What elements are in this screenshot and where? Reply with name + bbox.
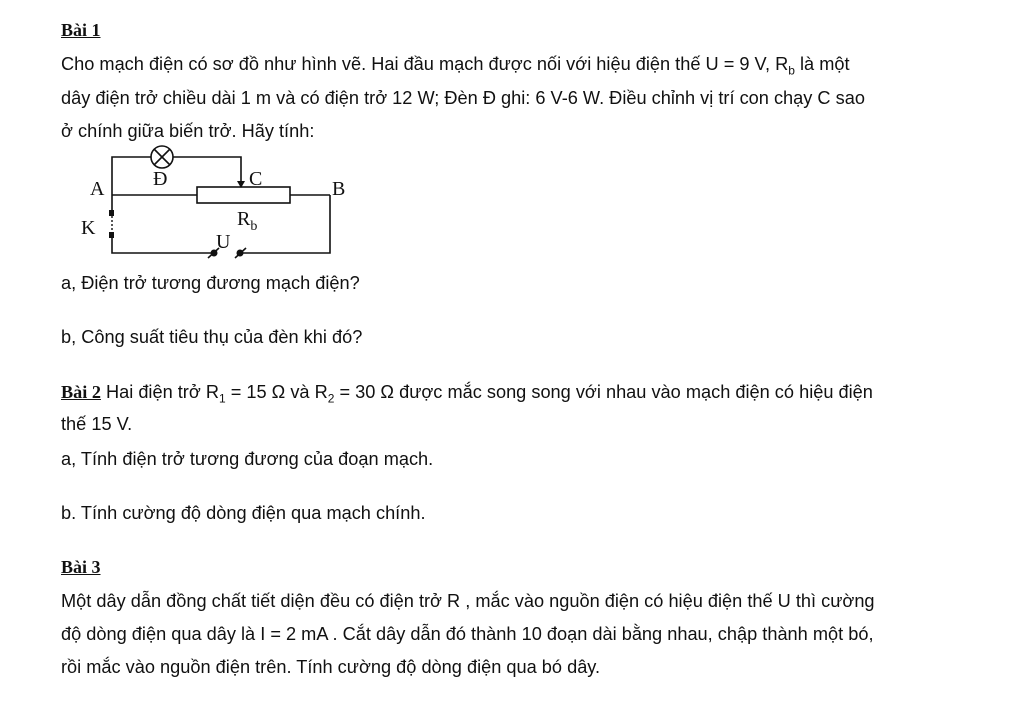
- label-k: K: [81, 217, 96, 239]
- rheostat-body: [197, 187, 290, 203]
- label-d: Đ: [153, 168, 168, 190]
- label-u: U: [216, 231, 231, 253]
- bai1-question-b: b, Công suất tiêu thụ của đèn khi đó?: [61, 327, 363, 347]
- label-rb-sub: b: [250, 219, 258, 234]
- bai1-rb-subscript: b: [788, 63, 795, 78]
- bai3-line-3: rồi mắc vào nguồn điện trên. Tính cường độ dòng điện qua bó dây.: [61, 657, 601, 677]
- bai1-question-a: a, Điện trở tương đương mạch điện?: [61, 273, 360, 293]
- bai2-r1-sub: 1: [218, 391, 226, 406]
- circuit-diagram: [78, 140, 368, 265]
- bai2-line-1-pre: Hai điện trở R: [100, 382, 219, 402]
- label-rb: [237, 208, 257, 234]
- bai3-line-2: độ dòng điện qua dây là I = 2 mA . Cắt dây dẫn đó thành 10 đoạn dài bằng nhau, chập thành một bó,: [61, 624, 874, 644]
- bai1-heading: Bài 1: [61, 20, 101, 40]
- bai2-heading: Bài 2: [61, 382, 101, 402]
- label-c: C: [249, 168, 263, 190]
- bai1-line-1-end: là một: [794, 54, 850, 74]
- bai1-line-3: ở chính giữa biến trở. Hãy tính:: [61, 121, 315, 141]
- bai2-question-b: b. Tính cường độ dòng điện qua mạch chính.: [61, 503, 426, 523]
- bai2-line-2: thế 15 V.: [61, 414, 133, 434]
- bai3-heading: Bài 3: [61, 557, 101, 577]
- bai2-line-1-mid: = 15 Ω và R: [225, 382, 328, 402]
- bai2-question-a: a, Tính điện trở tương đương của đoạn mạch.: [61, 449, 434, 469]
- bai2-line-1-end: = 30 Ω được mắc song song với nhau vào mạch điện có hiệu điện: [334, 382, 873, 402]
- lamp-symbol: [151, 146, 173, 168]
- bai2-r2-sub: 2: [327, 391, 335, 406]
- bai1-line-2: dây điện trở chiều dài 1 m và có điện trở 12 W; Đèn Đ ghi: 6 V-6 W. Điều chỉnh vị trí con chạy C sao: [61, 88, 865, 108]
- label-b: B: [332, 178, 346, 200]
- bai2-line-1: [61, 381, 873, 406]
- label-a: A: [90, 178, 105, 200]
- label-r: R: [237, 208, 251, 230]
- bai1-line-1-text: Cho mạch điện có sơ đồ như hình vẽ. Hai đầu mạch được nối với hiệu điện thế U = 9 V, R: [61, 54, 789, 74]
- bai3-line-1: Một dây dẫn đồng chất tiết diện đều có điện trở R , mắc vào nguồn điện có hiệu điện thế U thì cường: [61, 591, 875, 611]
- bai1-line-1: [61, 53, 850, 78]
- switch-k: [109, 210, 114, 238]
